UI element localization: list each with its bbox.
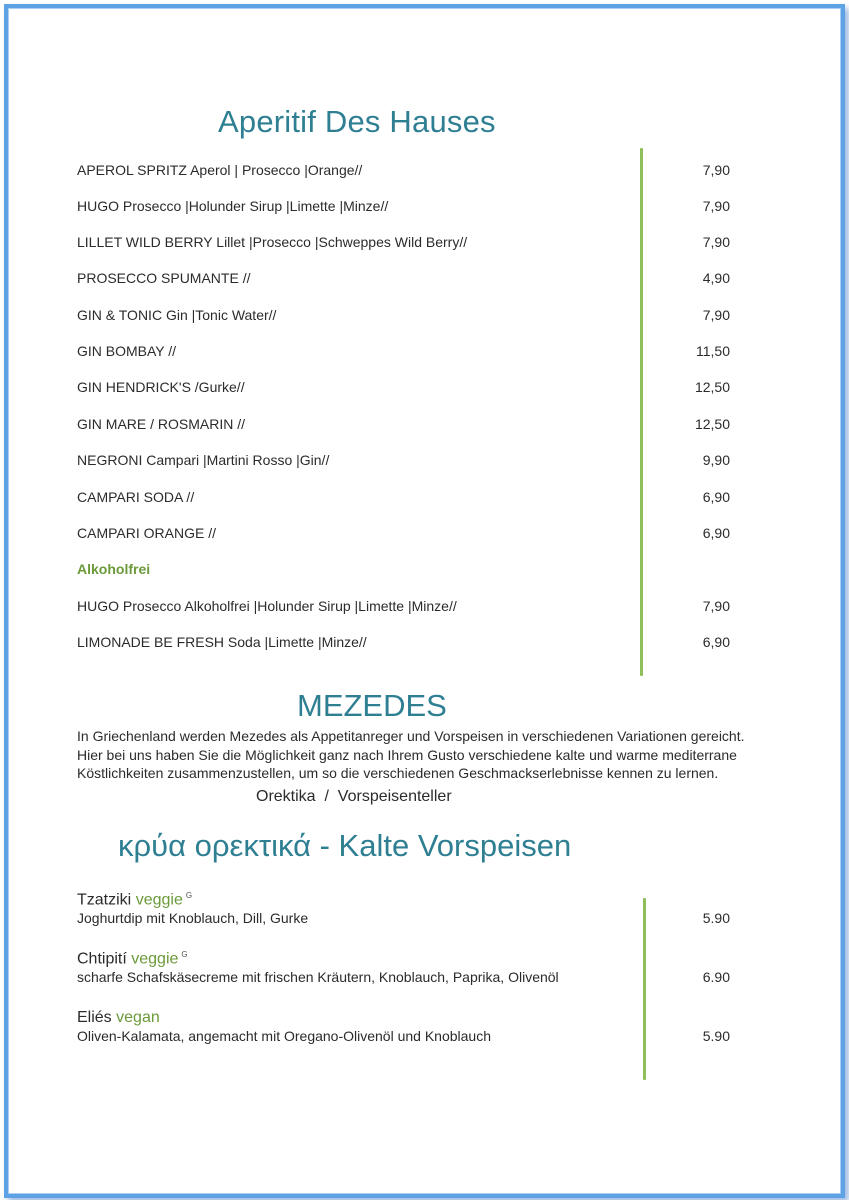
item-name: GIN HENDRICK'S /Gurke// [77, 379, 245, 395]
mezedes-intro [77, 727, 797, 783]
dish-tag: vegan [116, 1009, 160, 1026]
item-price: 6,90 [702, 634, 730, 650]
dish-desc: Oliven-Kalamata, angemacht mit Oregano-Olivenöl und Knoblauch [77, 1028, 492, 1044]
item-name: CAMPARI ORANGE // [77, 525, 216, 541]
item-price: 9,90 [702, 452, 730, 468]
menu-row [77, 198, 730, 218]
menu-row [77, 525, 730, 545]
alkoholfrei-label: Alkoholfrei [77, 561, 151, 577]
dish-tag: veggie [135, 891, 183, 909]
item-name: LILLET WILD BERRY Lillet |Prosecco |Schweppes Wild Berry// [77, 234, 468, 250]
menu-row [77, 416, 730, 436]
item-price: 11,50 [696, 343, 730, 359]
item-price: 4,90 [702, 270, 730, 286]
mezedes-title: MEZEDES [297, 688, 447, 723]
dish-price: 5.90 [702, 910, 730, 927]
dish-desc: scharfe Schafskäsecreme mit frischen Kräutern, Knoblauch, Paprika, Olivenöl [77, 969, 559, 986]
kalte-vorspeisen-title: κρύα ορεκτικά - Kalte Vorspeisen [118, 828, 572, 863]
dish-item [77, 1009, 730, 1044]
item-price: 7,90 [702, 598, 730, 614]
item-name: HUGO Prosecco Alkoholfrei |Holunder Sirup |Limette |Minze// [77, 598, 457, 614]
item-name: PROSECCO SPUMANTE // [77, 270, 251, 286]
dish-tag: veggie [131, 950, 179, 968]
menu-row [77, 634, 730, 654]
menu-row [77, 270, 730, 290]
dish-name: Chtipití [77, 950, 127, 968]
item-name: LIMONADE BE FRESH Soda |Limette |Minze// [77, 634, 367, 650]
mezedes-subheading: Orektika / Vorspeisenteller [256, 788, 452, 805]
aperitif-divider-line [640, 148, 643, 676]
dish-title [77, 950, 730, 968]
item-name: GIN BOMBAY // [77, 343, 177, 359]
dish-name: Eliés [77, 1009, 112, 1026]
item-price: 12,50 [694, 379, 730, 395]
allergen-mark: G [185, 891, 193, 900]
menu-row [77, 598, 730, 618]
item-name: HUGO Prosecco |Holunder Sirup |Limette |Minze// [77, 198, 389, 214]
item-price: 7,90 [702, 234, 730, 250]
intro-line: In Griechenland werden Mezedes als Appetitanreger und Vorspeisen in verschiedenen Variationen gereicht. [77, 728, 745, 744]
item-name: GIN MARE / ROSMARIN // [77, 416, 246, 432]
item-name: NEGRONI Campari |Martini Rosso |Gin// [77, 452, 330, 468]
menu-row [77, 162, 730, 182]
dish-price: 6.90 [702, 969, 730, 986]
intro-line: Hier bei uns haben Sie die Möglichkeit ganz nach Ihrem Gusto verschiedene kalte und warme mediterrane [77, 746, 737, 763]
allergen-mark: G [181, 950, 188, 959]
dish-desc: Joghurtdip mit Knoblauch, Dill, Gurke [77, 910, 309, 927]
item-name: CAMPARI SODA // [77, 489, 195, 505]
intro-line: Köstlichkeiten zusammenzustellen, um so die verschiedenen Geschmackserlebnisse kennen zu lernen. [77, 765, 719, 781]
menu-row [77, 307, 730, 327]
dish-item [77, 891, 730, 926]
dish-name: Tzatziki [77, 891, 132, 909]
dish-desc-row [77, 969, 730, 985]
item-name: APEROL SPRITZ Aperol | Prosecco |Orange// [77, 162, 363, 178]
dish-title [77, 1009, 730, 1027]
menu-row [77, 379, 730, 399]
item-price: 12,50 [694, 416, 730, 432]
dish-item [77, 950, 730, 985]
dish-price: 5.90 [702, 1028, 730, 1044]
item-price: 7,90 [702, 307, 730, 323]
menu-row [77, 343, 730, 363]
item-price: 7,90 [702, 162, 730, 178]
dish-desc-row [77, 910, 730, 926]
menu-row [77, 452, 730, 472]
item-price: 7,90 [702, 198, 730, 214]
menu-row [77, 234, 730, 254]
dish-desc-row [77, 1028, 730, 1044]
item-price: 6,90 [702, 489, 730, 505]
item-price: 6,90 [702, 525, 730, 541]
aperitif-title: Aperitif Des Hauses [218, 104, 496, 139]
item-name: GIN & TONIC Gin |Tonic Water// [77, 307, 277, 323]
dish-title [77, 891, 730, 909]
menu-row [77, 489, 730, 509]
